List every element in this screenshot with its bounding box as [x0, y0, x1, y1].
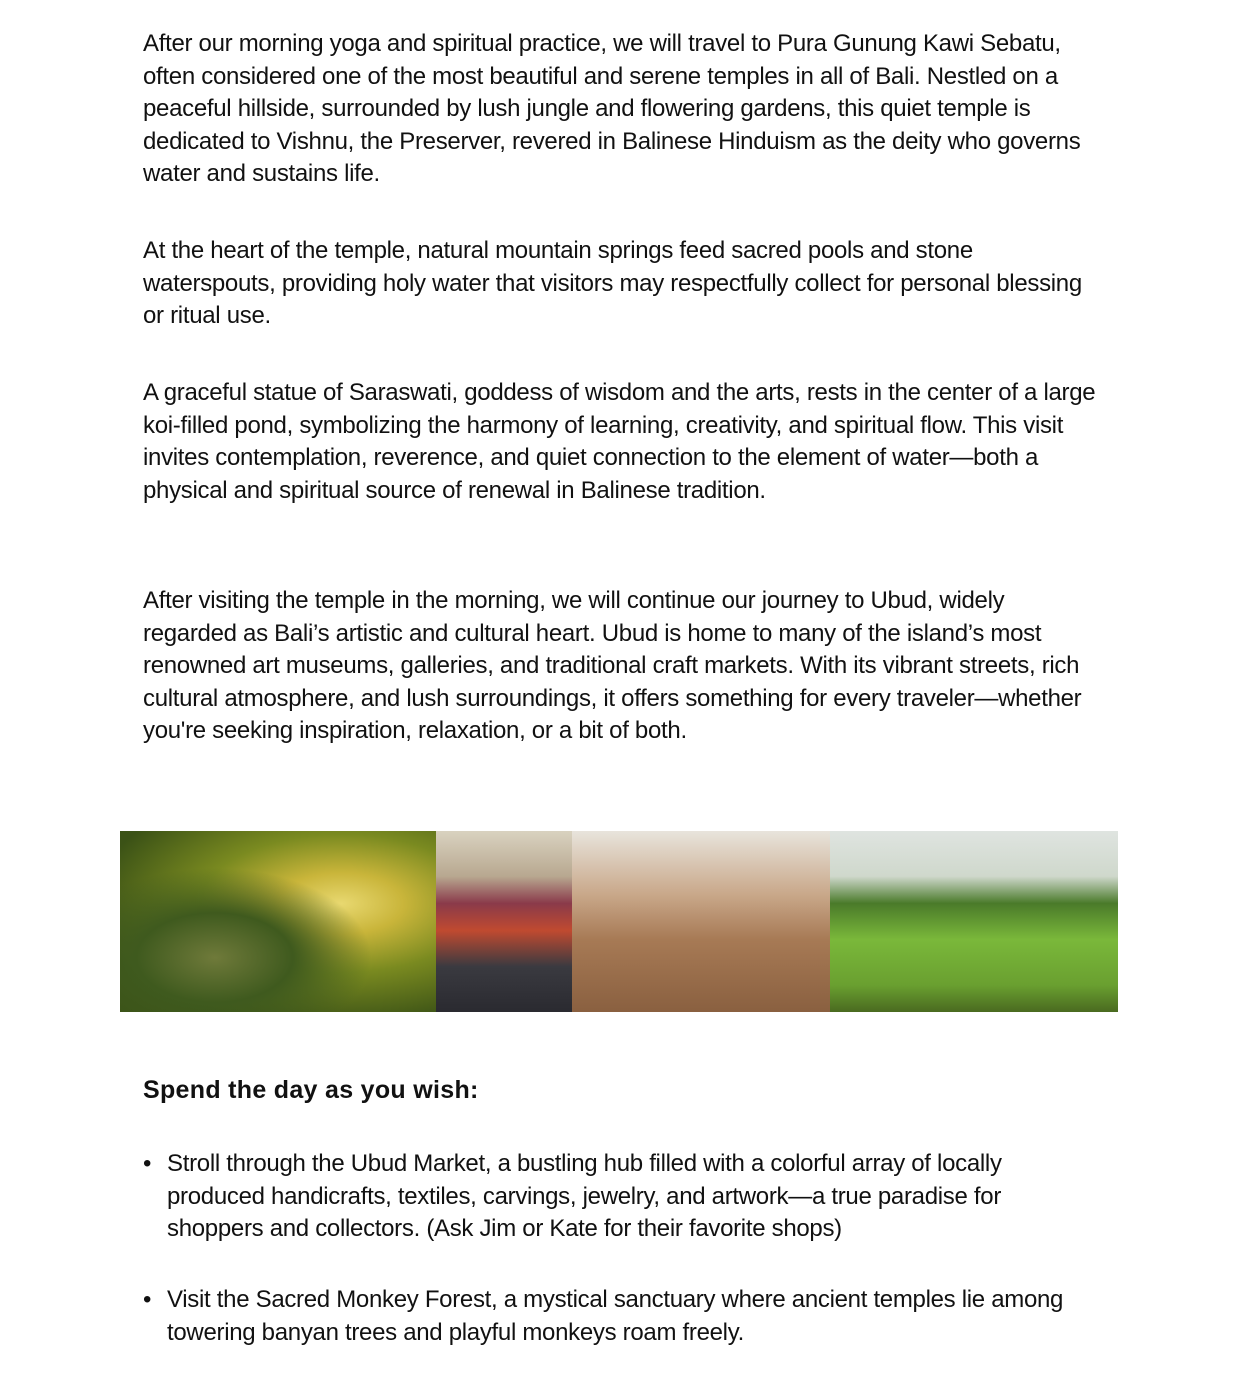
paragraph-saraswati: A graceful statue of Saraswati, goddess of wisdom and the arts, rests in the center of a large koi-filled pond, symbolizing the harmony of learning, creativity, and spiritual flow. This visit invites contemplation, reverence, and quiet connection to the element of water—both a physical and spiritual source of renewal in Balinese tradition.	[143, 379, 1096, 504]
monkey-forest-photo	[120, 831, 436, 1012]
list-item-text: Stroll through the Ubud Market, a bustling hub filled with a colorful array of locally produced handicrafts, textiles, carvings, jewelry, and artwork—a true paradise for shoppers and collectors. (Ask Jim or Kate for their favorite shops)	[167, 1150, 1002, 1242]
market-street-photo	[436, 831, 572, 1012]
bullet-icon: •	[143, 1150, 152, 1177]
activity-list-2	[143, 1284, 1103, 1349]
bullet-icon: •	[143, 1286, 152, 1313]
paragraph-ubud: After visiting the temple in the morning, we will continue our journey to Ubud, widely regarded as Bali’s artistic and cultural heart. Ubud is home to many of the island’s most renowned art museums, galleries, and traditional craft markets. With its vibrant streets, rich cultural atmosphere, and lush surroundings, it offers something for every traveler—whether you're seeking inspiration, relaxation, or a bit of both.	[143, 587, 1082, 744]
photo-strip	[120, 831, 1118, 1012]
rice-terrace-photo	[830, 831, 1118, 1012]
wood-carvings-photo	[572, 831, 830, 1012]
paragraph-temple-intro: After our morning yoga and spiritual practice, we will travel to Pura Gunung Kawi Sebatu, often considered one of the most beautiful and serene temples in all of Bali. Nestled on a peaceful hillside, surrounded by lush jungle and flowering gardens, this quiet temple is dedicated to Vishnu, the Preserver, revered in Balinese Hinduism as the deity who governs water and sustains life.	[143, 30, 1081, 187]
list-item	[143, 1148, 1103, 1246]
activity-list	[143, 1148, 1103, 1246]
list-item	[143, 1284, 1103, 1349]
paragraph-springs: At the heart of the temple, natural mountain springs feed sacred pools and stone waterspouts, providing holy water that visitors may respectfully collect for personal blessing or ritual use.	[143, 237, 1082, 329]
list-item-text: Visit the Sacred Monkey Forest, a mystical sanctuary where ancient temples lie among towering banyan trees and playful monkeys roam freely.	[167, 1286, 1064, 1346]
section-heading: Spend the day as you wish:	[143, 1076, 479, 1104]
